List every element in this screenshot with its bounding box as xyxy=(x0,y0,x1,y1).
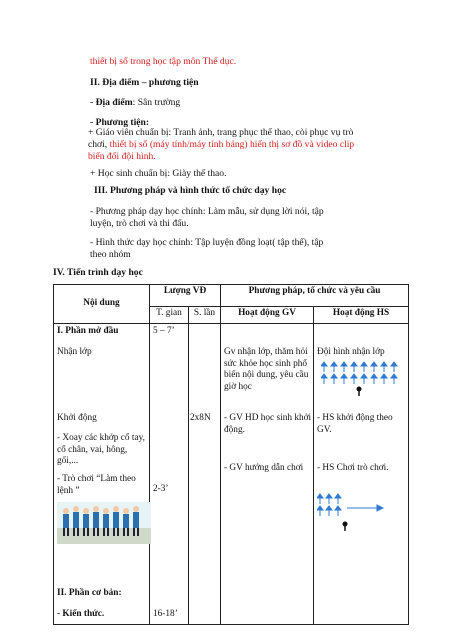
hs-roll-call: Đội hình nhận lớp xyxy=(317,347,385,357)
hs-column xyxy=(314,324,409,625)
warmup-title: Khởi động xyxy=(57,413,97,423)
joint-rotation: - Xoay các khớp cổ tay, cổ chân, vai, hông, gối,... xyxy=(57,433,145,466)
game-formation-diagram xyxy=(317,493,397,533)
equipment-label: - Phương tiện: xyxy=(90,117,150,128)
section3-heading: III. Phương pháp và hình thức tổ chức dạy học xyxy=(94,185,287,196)
gv-column xyxy=(221,324,314,625)
roll-call: Nhận lớp xyxy=(57,347,92,357)
place-value: : Sân trường xyxy=(132,97,181,108)
section2-heading: II. Địa điểm – phương tiện xyxy=(90,77,199,88)
section4-heading: IV. Tiến trình dạy học xyxy=(53,267,143,278)
header-content: Nội dung xyxy=(54,285,150,324)
students-exercise-illustration xyxy=(57,502,151,544)
teacher-prep-line-1: + Giáo viên chuẩn bị: Tranh ảnh, trang phục thể thao, còi phục vụ trò xyxy=(88,127,354,138)
part1-title: I. Phần mở đầu xyxy=(57,326,119,336)
part1-time: 5 – 7’ xyxy=(153,326,175,336)
method2-line-1: - Hình thức dạy học chính: Tập luyện đồng loạt( tập thể), tập xyxy=(90,237,324,248)
hs-game: - HS Chơi trò chơi. xyxy=(317,463,389,473)
gv-game: - GV hướng dẫn chơi xyxy=(224,463,304,473)
knowledge-title: - Kiến thức. xyxy=(57,609,105,619)
hs-warmup: - HS khởi động theo GV. xyxy=(317,413,393,435)
student-prep: + Học sinh chuẩn bị: Giày thể thao. xyxy=(90,168,227,179)
teacher-prep-line-3: biến đổi đội hình. xyxy=(88,151,156,162)
class-formation-diagram xyxy=(321,361,401,397)
teacher-prep-line-2 xyxy=(88,139,354,151)
teacher-prep-digital: thiết bị số (máy tính/máy tính bảng) hiển thị sơ đồ và video clip xyxy=(109,139,355,150)
warmup-reps: 2x8N xyxy=(190,413,211,423)
gv-warmup: - GV HD học sinh khởi động. xyxy=(224,413,312,435)
header-hs: Hoạt động HS xyxy=(314,307,409,324)
place-line xyxy=(90,97,180,109)
game-time: 2-3’ xyxy=(153,484,169,494)
time-column xyxy=(150,324,189,625)
place-label: - Địa điểm xyxy=(90,97,133,108)
part2-time: 16-18’ xyxy=(153,609,178,619)
header-gv: Hoạt động GV xyxy=(221,307,314,324)
content-column xyxy=(54,324,150,625)
teacher-prep-text: chơi, xyxy=(88,139,110,150)
part2-title: II. Phần cơ bản: xyxy=(57,588,122,598)
method2-line-2: theo nhóm xyxy=(90,249,131,260)
header-reps: S. lần xyxy=(189,307,221,324)
header-load: Lượng VĐ xyxy=(150,285,221,307)
lesson-progress-table xyxy=(53,284,409,625)
header-time: T. gian xyxy=(150,307,189,324)
gv-roll-call: Gv nhận lớp, thăm hỏi sức khỏe học sinh phổ biến nội dung, yêu cầu giờ học xyxy=(224,347,309,392)
method1-line-2: luyện, trò chơi và thi đấu. xyxy=(90,218,189,229)
reps-column xyxy=(189,324,221,625)
header-method: Phương pháp, tổ chức và yêu cầu xyxy=(221,285,409,307)
method1-line-1: - Phương pháp dạy học chính: Làm mẫu, sử dụng lời nói, tập xyxy=(90,206,324,217)
intro-line: thiết bị số trong học tập môn Thể dục. xyxy=(90,56,237,67)
game-title: - Trò chơi “Làm theo lệnh ” xyxy=(57,474,136,496)
